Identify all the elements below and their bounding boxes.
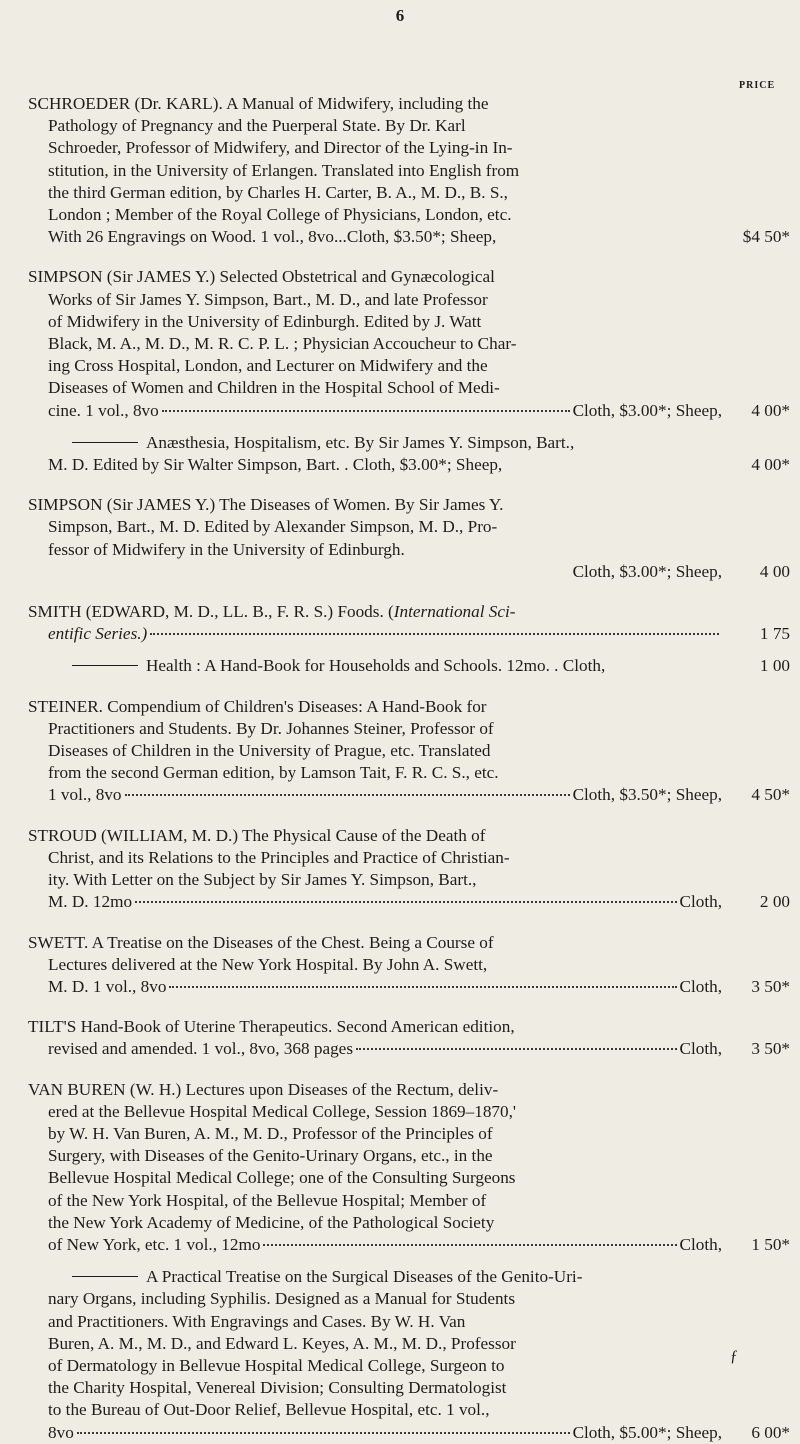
entry-price-line [28,561,790,583]
entry-text: SCHROEDER (Dr. KARL). A Manual of Midwifery, including the [28,94,489,113]
entry-text: TILT'S Hand-Book of Uterine Therapeutics. Second American edition, [28,1017,515,1037]
entry-text: the Charity Hospital, Venereal Division; Consulting Dermatologist [48,1378,507,1398]
catalog-entry [28,655,790,677]
series-name: International Sci- [393,602,516,622]
entry-text: SIMPSON (Sir JAMES Y.) The Diseases of Women. By Sir James Y. [28,495,504,515]
entry-text: of Dermatology in Bellevue Hospital Medical College, Surgeon to [48,1355,505,1375]
catalog-entry [28,432,790,476]
entry-line [28,93,790,115]
entry-price-line [28,1234,790,1256]
leader-dots [150,633,719,635]
catalog-entry [28,825,790,914]
entry-text: SWETT. A Treatise on the Diseases of the Chest. Being a Course of [28,932,494,952]
leader-dots [169,986,676,988]
entry-line [28,1079,790,1101]
entry-line [28,1190,790,1212]
entry-line [28,432,790,454]
entry-text: revised and amended. 1 vol., 8vo, 368 pages [48,1039,354,1059]
entry-text: STROUD (WILLIAM, M. D.) The Physical Cause of the Death of [28,825,486,845]
entry-line [28,182,790,204]
price: 4 00* [751,455,790,475]
entry-line [28,1145,790,1167]
entry-text: SMITH (EDWARD, M. D., LL. B., F. R. S.) Foods. (International Sci- [28,602,516,622]
entry-text: of Midwifery in the University of Edinburgh. Edited by J. Watt [48,311,482,331]
entry-text: With 26 Engravings on Wood. 1 vol., 8vo...Cloth, $3.50*; Sheep, [48,227,497,247]
leader-dots [135,901,676,903]
entry-text: 1 vol., 8vo [48,785,122,805]
entry-line [28,1311,790,1333]
entry-text: ered at the Bellevue Hospital Medical College, Session 1869–1870,' [48,1101,517,1121]
entry-line [28,355,790,377]
ditto-dash [72,442,138,443]
entry-text: from the second German edition, by Lamson Tait, F. R. C. S., etc. [48,763,499,783]
entry-line [28,601,790,623]
price: 1 00 [759,656,790,676]
leader-dots [162,410,570,412]
entry-line [28,115,790,137]
entry-text: fessor of Midwifery in the University of Edinburgh. [48,539,405,559]
entry-text [48,623,147,645]
entry-text: Practitioners and Students. By Dr. Johannes Steiner, Professor of [48,718,494,738]
leader-dots [263,1244,676,1246]
entry-text: stitution, in the University of Erlangen. Translated into English from [48,160,520,180]
binding-price: Cloth, [679,1039,722,1059]
price: 3 50* [751,976,790,996]
entry-text: nary Organs, including Syphilis. Designed as a Manual for Students [48,1289,516,1309]
entry-text: Lectures delivered at the New York Hospital. By John A. Swett, [48,954,488,974]
entry-line [28,377,790,399]
binding-price: Cloth, [679,1234,722,1254]
entry-line [28,1016,790,1038]
entry-text: Works of Sir James Y. Simpson, Bart., M. D., and late Professor [48,289,488,309]
price: 4 00 [759,561,790,581]
entry-text: Simpson, Bart., M. D. Edited by Alexander Simpson, M. D., Pro- [48,517,498,537]
entry-price-line [28,976,790,998]
entry-text: by W. H. Van Buren, A. M., M. D., Professor of the Principles of [48,1123,493,1143]
entry-text: of the New York Hospital, of the Bellevue Hospital; Member of [48,1190,487,1210]
entry-line [28,311,790,333]
entry-line [28,289,790,311]
catalog-entry [28,1016,790,1060]
entry-price-line [28,891,790,913]
entry-line [28,1377,790,1399]
entry-text: Anæsthesia, Hospitalism, etc. By Sir James Y. Simpson, Bart., [146,432,575,452]
page-number: 6 [395,6,405,25]
series-name: entific Series.) [48,624,148,644]
entry-text: the third German edition, by Charles H. Carter, B. A., M. D., B. S., [48,182,508,202]
entry-text: Schroeder, Professor of Midwifery, and Director of the Lying-in In- [48,138,513,158]
binding-price: Cloth, $3.00*; Sheep, [572,561,722,581]
catalog-entry [28,266,790,421]
entry-line [28,1266,790,1288]
entry-line [28,740,790,762]
entry-text: SIMPSON (Sir JAMES Y.) Selected Obstetrical and Gynæcological [28,267,495,287]
entry-line [28,333,790,355]
catalog-list [28,93,790,1444]
entry-text: ity. With Letter on the Subject by Sir James Y. Simpson, Bart., [48,870,477,890]
entry-line [28,160,790,182]
entry-text: to the Bureau of Out-Door Relief, Bellevue Hospital, etc. 1 vol., [48,1400,490,1420]
price: 6 00* [751,1422,790,1442]
entry-line [28,1123,790,1145]
price: $4 50* [742,227,790,247]
entry-line [28,825,790,847]
entry-price-line [28,623,790,645]
entry-text: Surgery, with Diseases of the Genito-Urinary Organs, etc., in the [48,1146,493,1166]
entry-line [28,1101,790,1123]
entry-line [28,847,790,869]
entry-text: cine. 1 vol., 8vo [48,400,159,420]
entry-line [28,718,790,740]
price: 4 50* [751,785,790,805]
entry-line [28,539,790,561]
ditto-dash [72,1276,138,1277]
entry-text: A Practical Treatise on the Surgical Diseases of the Genito-Uri- [146,1267,583,1287]
catalog-entry [28,601,790,645]
entry-line [28,494,790,516]
price: 1 75 [759,624,790,644]
ditto-dash [72,665,138,666]
binding-price: Cloth, $3.00*; Sheep, [572,400,722,420]
entry-price-line [28,400,790,422]
entry-price-line [28,784,790,806]
entry-price-line [28,1038,790,1060]
entry-text: Bellevue Hospital Medical College; one of the Consulting Surgeons [48,1168,516,1188]
entry-line [28,696,790,718]
catalog-entry [28,93,790,248]
entry-line [28,1212,790,1234]
leader-dots [77,1432,570,1434]
entry-text: the New York Academy of Medicine, of the Pathological Society [48,1212,495,1232]
entry-text: Diseases of Women and Children in the Hospital School of Medi- [48,378,500,398]
entry-line [28,762,790,784]
entry-text: Pathology of Pregnancy and the Puerperal State. By Dr. Karl [48,116,466,136]
entry-text: of New York, etc. 1 vol., 12mo [48,1234,261,1254]
price: 3 50* [751,1039,790,1059]
catalog-entry [28,696,790,807]
entry-text: London ; Member of the Royal College of Physicians, London, etc. [48,205,512,225]
catalog-entry [28,494,790,583]
entry-text: ing Cross Hospital, London, and Lecturer on Midwifery and the [48,356,488,376]
entry-price-line [28,454,790,476]
binding-price: Cloth, $5.00*; Sheep, [572,1422,722,1442]
price: 2 00 [759,892,790,912]
leader-dots [356,1048,676,1050]
entry-line [28,516,790,538]
catalog-entry [28,932,790,999]
entry-text: VAN BUREN (W. H.) Lectures upon Diseases of the Rectum, deliv- [28,1079,499,1099]
binding-price: Cloth, [679,976,722,996]
entry-line [28,137,790,159]
entry-text: 8vo [48,1422,74,1442]
entry-line [28,1355,790,1377]
leader-dots [125,794,570,796]
entry-text: M. D. 1 vol., 8vo [48,976,167,996]
entry-text: M. D. 12mo [48,892,133,912]
price: 1 50* [751,1234,790,1254]
entry-line [28,1399,790,1421]
entry-price-line [28,1422,790,1444]
entry-text: Christ, and its Relations to the Principles and Practice of Christian- [48,847,510,867]
catalog-entry [28,1079,790,1257]
entry-price-line [28,226,790,248]
entry-text: and Practitioners. With Engravings and Cases. By W. H. Van [48,1311,466,1331]
entry-text: Health : A Hand-Book for Households and Schools. 12mo. . Cloth, [146,656,606,676]
catalog-entry [28,1266,790,1444]
entry-price-line [28,655,790,677]
price-column-header: PRICE [739,80,776,91]
entry-line [28,932,790,954]
margin-mark: ƒ [730,1348,738,1366]
price: 4 00* [751,400,790,420]
entry-text: M. D. Edited by Sir Walter Simpson, Bart. . Cloth, $3.00*; Sheep, [48,455,503,475]
entry-text: Buren, A. M., M. D., and Edward L. Keyes, A. M., M. D., Professor [48,1333,516,1353]
entry-text: Black, M. A., M. D., M. R. C. P. L. ; Physician Accoucheur to Char- [48,334,517,354]
entry-line [28,1288,790,1310]
entry-text: STEINER. Compendium of Children's Diseases: A Hand-Book for [28,696,487,716]
entry-text: Diseases of Children in the University of Prague, etc. Translated [48,741,491,761]
entry-line [28,266,790,288]
entry-line [28,1167,790,1189]
entry-line [28,1333,790,1355]
entry-line [28,954,790,976]
binding-price: Cloth, [679,892,722,912]
binding-price: Cloth, $3.50*; Sheep, [572,785,722,805]
entry-line [28,204,790,226]
entry-line [28,869,790,891]
